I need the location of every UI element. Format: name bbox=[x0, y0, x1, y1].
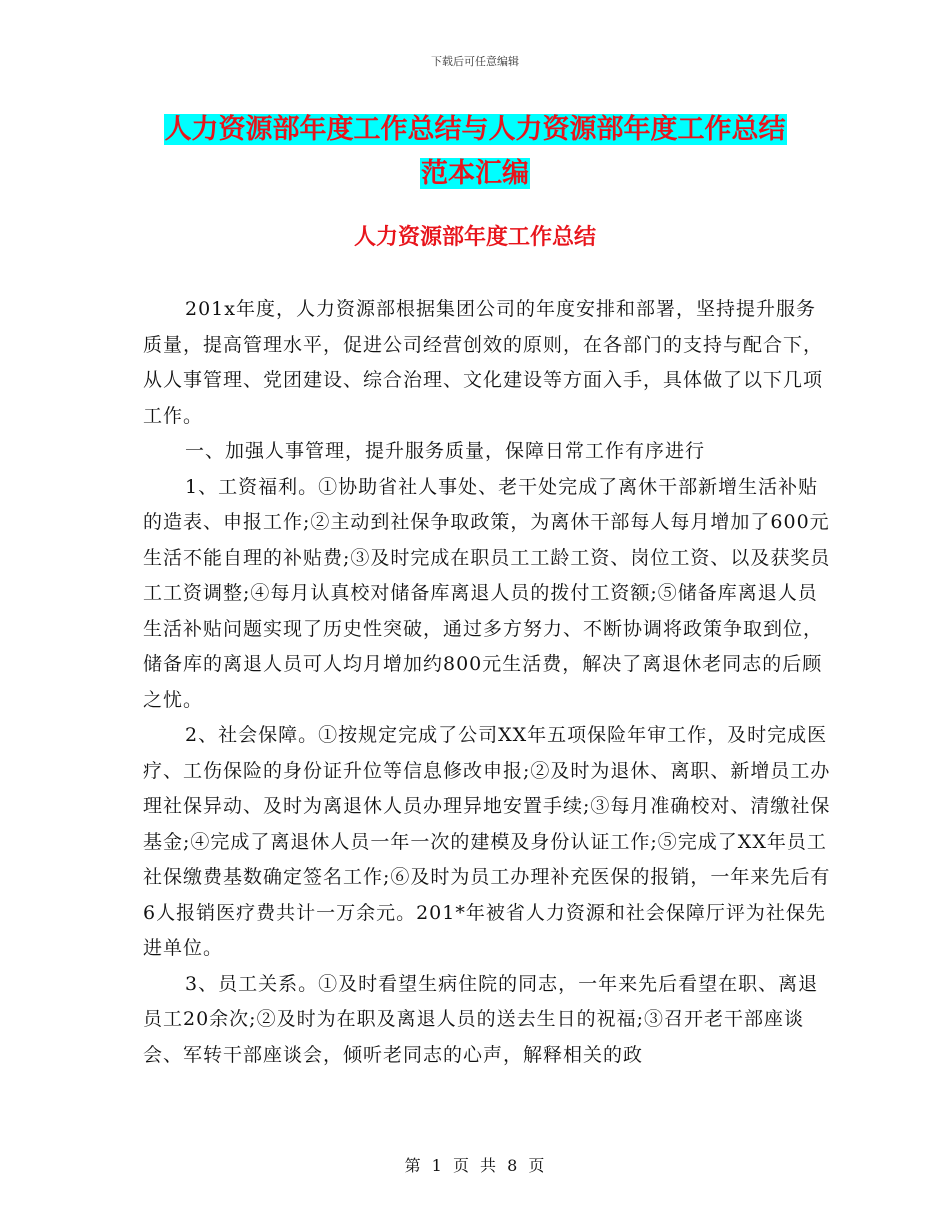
document-body bbox=[143, 292, 833, 1073]
document-title bbox=[0, 108, 950, 196]
document-title-line-1: 人力资源部年度工作总结与人力资源部年度工作总结 bbox=[164, 114, 786, 145]
paragraph-salary-welfare: 1、工资福利。①协助省社人事处、老干处完成了离休干部新增生活补贴的造表、申报工作;②主动到社保争取政策，为离休干部每人每月增加了600元生活不能自理的补贴费;③及时完成在职员工工龄工资、岗位工资、以及获奖员工工资调整;④每月认真校对储备库离退人员的拨付工资额;⑤储备库离退人员生活补贴问题实现了历史性突破，通过多方努力、不断协调将政策争取到位，储备库的离退人员可人均月增加约800元生活费，解决了离退休老同志的后顾之忧。 bbox=[143, 475, 831, 711]
paragraph-heading-1: 一、加强人事管理，提升服务质量，保障日常工作有序进行 bbox=[185, 440, 706, 462]
section-title: 人力资源部年度工作总结 bbox=[353, 225, 596, 250]
header-note: 下载后可任意编辑 bbox=[431, 55, 519, 68]
page-footer: 第 1 页 共 8 页 bbox=[404, 1156, 546, 1175]
paragraph-social-security: 2、社会保障。①按规定完成了公司XX年五项保险年审工作，及时完成医疗、工伤保险的身份证升位等信息修改申报;②及时为退休、离职、新增员工办理社保异动、及时为离退休人员办理异地安置手续;③每月准确校对、清缴社保基金;④完成了离退休人员一年一次的建模及身份认证工作;⑤完成了XX年员工社保缴费基数确定签名工作;⑥及时为员工办理补充医保的报销，一年来先后有6人报销医疗费共计一万余元。201*年被省人力资源和社会保障厅评为社保先进单位。 bbox=[143, 724, 831, 959]
document-title-line-2: 范本汇编 bbox=[421, 158, 529, 189]
paragraph-employee-relations: 3、员工关系。①及时看望生病住院的同志，一年来先后看望在职、离退员工20余次;②及时为在职及离退人员的送去生日的祝福;③召开老干部座谈会、军转干部座谈会，倾听老同志的心声，解释相关的政 bbox=[143, 972, 819, 1066]
paragraph-intro: 201x年度，人力资源部根据集团公司的年度安排和部署，坚持提升服务质量，提高管理水平，促进公司经营创效的原则，在各部门的支持与配合下，从人事管理、党团建设、综合治理、文化建设等方面入手，具体做了以下几项工作。 bbox=[143, 298, 824, 427]
